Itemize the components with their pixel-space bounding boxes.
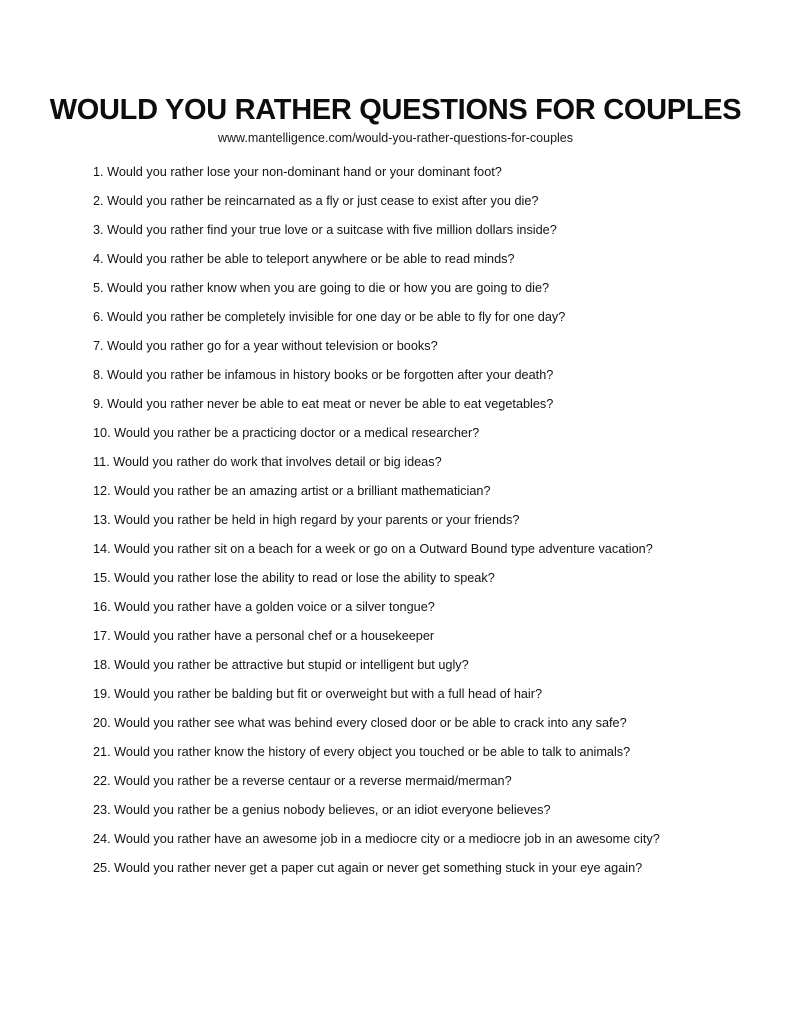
question-item: 24. Would you rather have an awesome job in a mediocre city or a mediocre job in an awesome city? [93, 832, 660, 846]
question-item: 25. Would you rather never get a paper cut again or never get something stuck in your eye again? [93, 861, 643, 875]
question-item: 17. Would you rather have a personal chef or a housekeeper [93, 629, 435, 643]
question-item: 15. Would you rather lose the ability to read or lose the ability to speak? [93, 571, 495, 585]
question-item: 7. Would you rather go for a year without television or books? [93, 339, 438, 353]
question-item: 9. Would you rather never be able to eat meat or never be able to eat vegetables? [93, 397, 554, 411]
question-item: 12. Would you rather be an amazing artist or a brilliant mathematician? [93, 484, 491, 498]
question-item: 10. Would you rather be a practicing doctor or a medical researcher? [93, 426, 480, 440]
question-item: 16. Would you rather have a golden voice or a silver tongue? [93, 600, 435, 614]
question-list [93, 163, 753, 888]
source-url: www.mantelligence.com/would-you-rather-questions-for-couples [217, 131, 574, 145]
question-item: 23. Would you rather be a genius nobody believes, or an idiot everyone believes? [93, 803, 551, 817]
question-item: 5. Would you rather know when you are going to die or how you are going to die? [93, 281, 550, 295]
question-item: 3. Would you rather find your true love or a suitcase with five million dollars inside? [93, 223, 557, 237]
question-item: 8. Would you rather be infamous in history books or be forgotten after your death? [93, 368, 554, 382]
question-item: 18. Would you rather be attractive but stupid or intelligent but ugly? [93, 658, 469, 672]
question-item: 20. Would you rather see what was behind every closed door or be able to crack into any safe? [93, 716, 627, 730]
question-item: 22. Would you rather be a reverse centaur or a reverse mermaid/merman? [93, 774, 512, 788]
page-title: WOULD YOU RATHER QUESTIONS FOR COUPLES [49, 94, 742, 126]
question-item: 11. Would you rather do work that involves detail or big ideas? [93, 455, 442, 469]
question-item: 19. Would you rather be balding but fit or overweight but with a full head of hair? [93, 687, 543, 701]
question-item: 21. Would you rather know the history of every object you touched or be able to talk to animals? [93, 745, 631, 759]
question-item: 6. Would you rather be completely invisible for one day or be able to fly for one day? [93, 310, 566, 324]
question-item: 13. Would you rather be held in high regard by your parents or your friends? [93, 513, 520, 527]
question-item: 2. Would you rather be reincarnated as a fly or just cease to exist after you die? [93, 194, 539, 208]
question-item: 14. Would you rather sit on a beach for a week or go on a Outward Bound type adventure vacation? [93, 542, 653, 556]
question-item: 4. Would you rather be able to teleport anywhere or be able to read minds? [93, 252, 515, 266]
question-item: 1. Would you rather lose your non-dominant hand or your dominant foot? [93, 165, 502, 179]
